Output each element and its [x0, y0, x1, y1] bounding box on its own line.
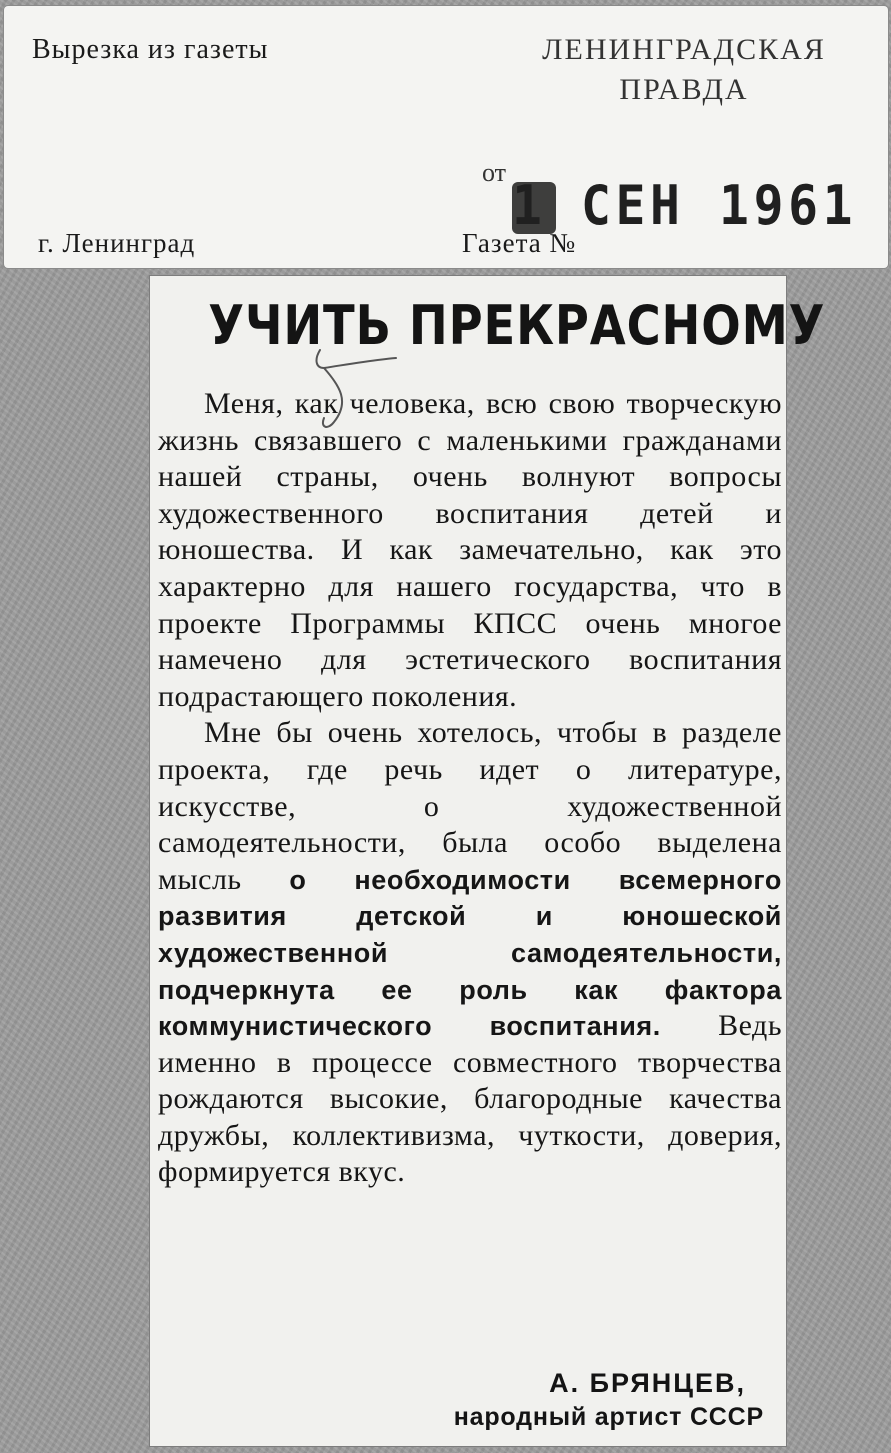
article-paragraph-2 — [158, 715, 782, 1191]
city-label: г. Ленинград — [38, 228, 196, 258]
clipping-form-header — [4, 6, 888, 268]
newspaper-clipping — [150, 276, 826, 1446]
author-title: народный артист СССР — [453, 1403, 764, 1431]
article-signature — [454, 1366, 764, 1434]
article-body — [158, 386, 782, 1191]
date-from-label: от — [482, 158, 507, 187]
date-stamp: 1 СЕН 1961 — [512, 174, 858, 237]
author-name: А. БРЯНЦЕВ, — [549, 1368, 746, 1398]
issue-number-label: Газета № — [462, 228, 577, 258]
paragraph-2-start: Мне бы очень хотелось, чтобы в разделе проекта, где речь идет о литературе, искусстве, о художественной самодеятельности, была особо выделена мысль — [158, 716, 782, 896]
paragraph-2-end: Ведь именно в процессе совместного творчества рождаются высокие, благородные качества дружбы, коллективизма, чуткости, доверия, формируется вкус. — [158, 1009, 782, 1189]
newspaper-name: ЛЕНИНГРАДСКАЯ ПРАВДА — [542, 33, 826, 106]
clip-label: Вырезка из газеты — [32, 34, 269, 65]
article-paragraph-1: Меня, как человека, всю свою творческую жизнь связавшего с маленькими гражданами нашей страны, очень волнуют вопросы художественного воспитания детей и юношества. И как замечательно, как это характерно для нашего государства, что в проекте Программы КПСС очень многое намечено для эстетического воспитания подрастающего поколения. — [158, 387, 782, 713]
paragraph-2-bold: о необходимости всемерного развития детской и юношеской художественной самодеятельности, подчеркнута ее роль как фактора коммунистического воспитания. — [158, 864, 782, 1042]
article-headline: УЧИТЬ ПРЕКРАСНОМУ — [208, 294, 826, 357]
